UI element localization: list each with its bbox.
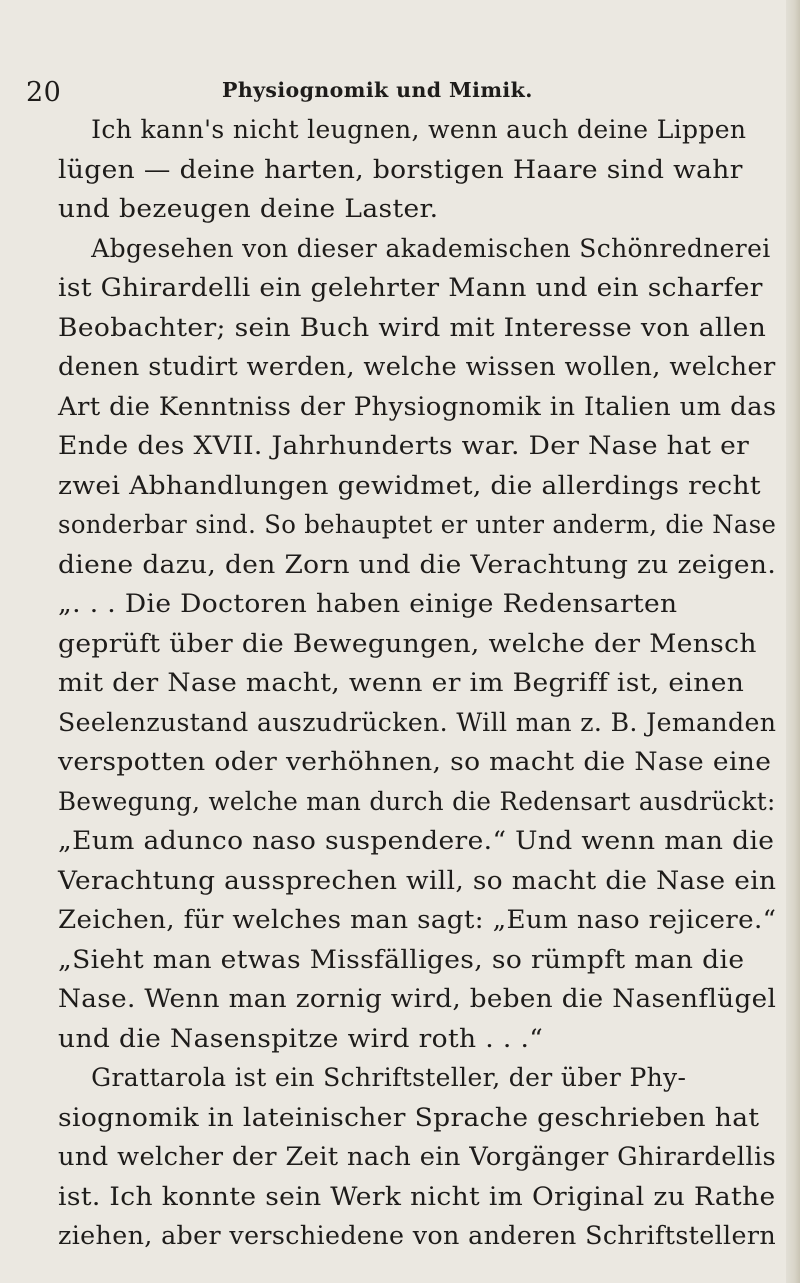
text-line: verspotten oder verhöhnen, so macht die Nase eine — [58, 747, 772, 776]
text-line: Zeichen, für welches man sagt: „Eum naso rejicere.“ — [58, 905, 777, 934]
text-line: siognomik in lateinischer Sprache geschrieben hat — [58, 1102, 760, 1132]
text-line: Seelenzustand auszudrücken. Will man z. B. Jemanden — [58, 707, 777, 737]
text-line: Verachtung aussprechen will, so macht die Nase ein — [58, 865, 777, 895]
text-line: ziehen, aber verschiedene von anderen Schriftstellern — [58, 1221, 777, 1250]
text-line: zwei Abhandlungen gewidmet, die allerdings recht — [58, 470, 761, 500]
running-title: Physiognomik und Mimik. — [222, 78, 533, 102]
text-line: geprüft über die Bewegungen, welche der Mensch — [58, 628, 757, 658]
text-line: lügen — deine harten, borstigen Haare sind wahr — [58, 154, 743, 184]
text-line: „Sieht man etwas Missfälliges, so rümpft man die — [58, 944, 745, 974]
text-line: ist. Ich konnte sein Werk nicht im Original zu Rathe — [58, 1181, 776, 1211]
text-line: und die Nasenspitze wird roth . . .“ — [58, 1023, 544, 1053]
text-line: und welcher der Zeit nach ein Vorgänger Ghirardellis — [58, 1142, 777, 1171]
text-line: ist Ghirardelli ein gelehrter Mann und ein scharfer — [58, 273, 763, 302]
text-line: Bewegung, welche man durch die Redensart ausdrückt: — [58, 786, 776, 816]
text-line: und bezeugen deine Laster. — [58, 194, 439, 223]
text-line: Ich kann's nicht leugnen, wenn auch deine Lippen — [58, 115, 747, 144]
text-line: Grattarola ist ein Schriftsteller, der über Phy- — [58, 1063, 687, 1092]
text-line: Abgesehen von dieser akademischen Schönrednerei — [58, 233, 771, 263]
text-line: „Eum adunco naso suspendere.“ Und wenn man die — [58, 826, 775, 855]
page-edge-shadow — [786, 0, 800, 1283]
page-number: 20 — [26, 77, 62, 108]
text-line: mit der Nase macht, wenn er im Begriff ist, einen — [58, 668, 745, 697]
text-line: Beobachter; sein Buch wird mit Interesse von allen — [58, 312, 767, 342]
text-line: Art die Kenntniss der Physiognomik in Italien um das — [58, 391, 777, 421]
text-line: Ende des XVII. Jahrhunderts war. Der Nase hat er — [58, 431, 750, 460]
text-line: „. . . Die Doctoren haben einige Redensarten — [58, 589, 678, 618]
text-line: Nase. Wenn man zornig wird, beben die Nasenflügel — [58, 984, 777, 1013]
text-line: sonderbar sind. So behauptet er unter anderm, die Nase — [58, 510, 777, 539]
page-header — [0, 62, 800, 108]
text-line: diene dazu, den Zorn und die Verachtung zu zeigen. — [58, 549, 777, 579]
text-line: denen studirt werden, welche wissen wollen, welcher — [58, 352, 776, 381]
